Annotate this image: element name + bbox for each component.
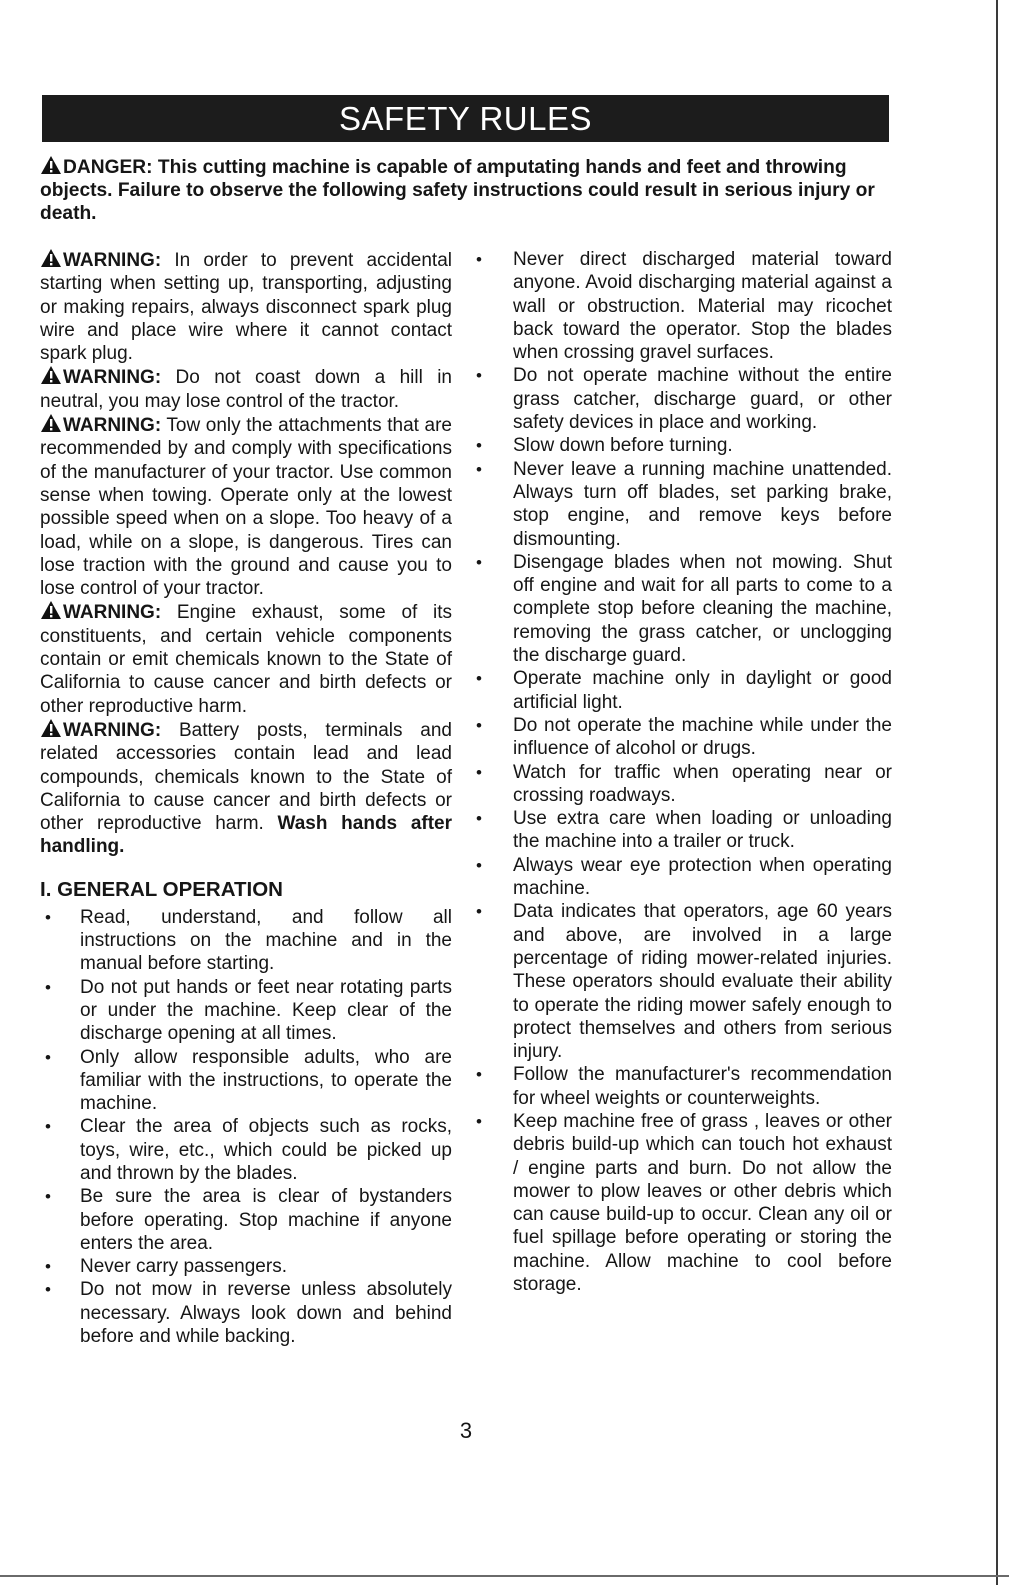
warning-text: Engine exhaust, some of its constituents, and certain vehicle components contain or emit chemicals known to the State of California to cause cancer and birth defects or other reproductive harm. (40, 602, 452, 717)
warning-text: Do not coast down a hill in neutral, you may lose control of the tractor. (40, 367, 452, 412)
warning-text: Tow only the attachments that are recommended by and comply with specifications of the manufacturer of your tractor. Use common sense when towing. Operate only at the lowest possible speed when on a slope. Too heavy of a load, while on a slope, is dangerous. Tires can lose traction with the ground and cause you to lose control of your tractor. (40, 415, 452, 600)
bullet-icon: • (476, 1065, 482, 1085)
bullet-icon: • (476, 552, 482, 572)
list-item (40, 1255, 452, 1278)
warning-bold-text: Wash hands after handling. (40, 813, 452, 858)
list-item (40, 1046, 452, 1116)
list-item (40, 1185, 452, 1255)
list-item-text: Read, understand, and follow all instructions on the machine and in the manual before starting. (80, 906, 452, 975)
page-title: SAFETY RULES (339, 99, 592, 137)
bullet-icon: • (476, 762, 482, 782)
alert-triangle-icon (40, 718, 62, 738)
list-item-text: Disengage blades when not mowing. Shut off engine and wait for all parts to come to a complete stop before cleaning the machine, removing the grass catcher, or unclogging the discharge guard. (513, 551, 892, 667)
page-title-bar (42, 95, 889, 142)
list-item (476, 551, 892, 667)
list-item (476, 900, 892, 1063)
list-item-text: Use extra care when loading or unloading the machine into a trailer or truck. (513, 808, 892, 853)
list-item (40, 1278, 452, 1348)
warning-label: WARNING: (63, 367, 162, 389)
right-column (476, 248, 892, 1296)
list-item-text: Be sure the area is clear of bystanders before operating. Stop machine if anyone enters the area. (80, 1186, 452, 1254)
list-item-text: Do not operate the machine while under the influence of alcohol or drugs. (513, 714, 892, 760)
list-item-text: Watch for traffic when operating near or crossing roadways. (513, 761, 892, 806)
list-item-text: Do not put hands or feet near rotating parts or under the machine. Keep clear of the discharge opening at all times. (80, 976, 452, 1045)
bullet-icon: • (476, 250, 482, 269)
bullet-icon: • (476, 366, 482, 386)
page-edge-line (996, 0, 998, 1585)
page-number: 3 (459, 1418, 473, 1443)
list-item (476, 714, 892, 761)
alert-triangle-icon (40, 413, 62, 433)
alert-triangle-icon (40, 155, 62, 175)
section-heading: I. GENERAL OPERATION (40, 877, 283, 901)
danger-text: This cutting machine is capable of amputating hands and feet and throwing objects. Failure to observe the following safety instructions could result in serious injury or death. (40, 157, 875, 224)
bullet-icon: • (476, 1111, 482, 1131)
bottom-rule-line (0, 1575, 1009, 1577)
bullet-icon: • (476, 459, 482, 479)
bullet-icon: • (476, 715, 482, 735)
list-item-text: Slow down before turning. (513, 435, 733, 457)
bullet-icon: • (45, 1257, 51, 1277)
list-item (40, 1115, 452, 1185)
general-operation-list (40, 906, 452, 1349)
bullet-icon: • (45, 1280, 51, 1300)
list-item (476, 667, 892, 714)
list-item (476, 1063, 892, 1110)
list-item-text: Never carry passengers. (80, 1256, 287, 1278)
danger-notice (40, 155, 892, 225)
list-item-text: Do not mow in reverse unless absolutely necessary. Always look down and behind before and while backing. (80, 1279, 452, 1348)
warning-label: WARNING: (63, 719, 162, 741)
warning-paragraph (40, 248, 452, 365)
warning-label: WARNING: (63, 602, 162, 624)
list-item-text: Do not operate machine without the entire grass catcher, discharge guard, or other safety devices in place and working. (513, 365, 892, 434)
warning-paragraph (40, 600, 452, 717)
warning-label: WARNING: (63, 415, 162, 437)
warning-text: In order to prevent accidental starting when setting up, transporting, adjusting or making repairs, always disconnect spark plug wire and place wire where it cannot contact spark plug. (40, 250, 452, 365)
list-item-text: Follow the manufacturer's recommendation for wheel weights or counterweights. (513, 1064, 892, 1109)
list-item-text: Clear the area of objects such as rocks, toys, wire, etc., which could be picked up and thrown by the blades. (80, 1116, 452, 1184)
list-item (40, 906, 452, 976)
list-item (40, 976, 452, 1046)
warning-label: WARNING: (63, 250, 162, 271)
bullet-icon: • (45, 1187, 51, 1207)
bullet-icon: • (45, 977, 51, 997)
bullet-icon: • (476, 855, 482, 875)
danger-label: DANGER: (63, 157, 153, 178)
list-item-text: Keep machine free of grass , leaves or other debris build-up which can touch hot exhaust / engine parts and burn. Do not allow the mower to plow leaves or other debris which can cause build-up to occur. Clean any oil or fuel spillage before operating or storing the machine. Allow machine to cool before storage. (513, 1110, 892, 1296)
bullet-icon: • (45, 1117, 51, 1137)
bullet-icon: • (476, 809, 482, 829)
list-item (476, 458, 892, 551)
safety-rules-list (476, 248, 892, 1296)
alert-triangle-icon (40, 248, 62, 268)
warning-paragraph (40, 718, 452, 859)
bullet-icon: • (476, 669, 482, 689)
alert-triangle-icon (40, 365, 62, 385)
list-item (476, 1110, 892, 1296)
left-column (40, 248, 452, 1348)
list-item (476, 434, 892, 457)
list-item (476, 248, 892, 364)
list-item-text: Operate machine only in daylight or good artificial light. (513, 668, 892, 713)
list-item (476, 761, 892, 808)
warning-paragraph (40, 413, 452, 600)
list-item (476, 807, 892, 854)
list-item (476, 854, 892, 901)
alert-triangle-icon (40, 600, 62, 620)
list-item-text: Never leave a running machine unattended. Always turn off blades, set parking brake, stop engine, and remove keys before dismounting. (513, 458, 892, 550)
warning-paragraph (40, 365, 452, 413)
list-item (476, 364, 892, 434)
bullet-icon: • (45, 907, 51, 927)
list-item-text: Always wear eye protection when operating machine. (513, 854, 892, 900)
bullet-icon: • (476, 436, 482, 456)
list-item-text: Only allow responsible adults, who are familiar with the instructions, to operate the machine. (80, 1046, 452, 1115)
list-item-text: Never direct discharged material toward anyone. Avoid discharging material against a wall or obstruction. Material may ricochet back toward the operator. Stop the blades when crossing gravel surfaces. (513, 249, 892, 364)
warning-text: Battery posts, terminals and related accessories contain lead and lead compounds, chemicals known to the State of California to cause cancer and birth defects or other reproductive harm. (40, 719, 452, 835)
list-item-text: Data indicates that operators, age 60 years and above, are involved in a large percentage of riding mower-related injuries. These operators should evaluate their ability to operate the riding mower safely enough to protect themselves and others from serious injury. (513, 901, 892, 1063)
bullet-icon: • (476, 902, 482, 922)
bullet-icon: • (45, 1047, 51, 1067)
